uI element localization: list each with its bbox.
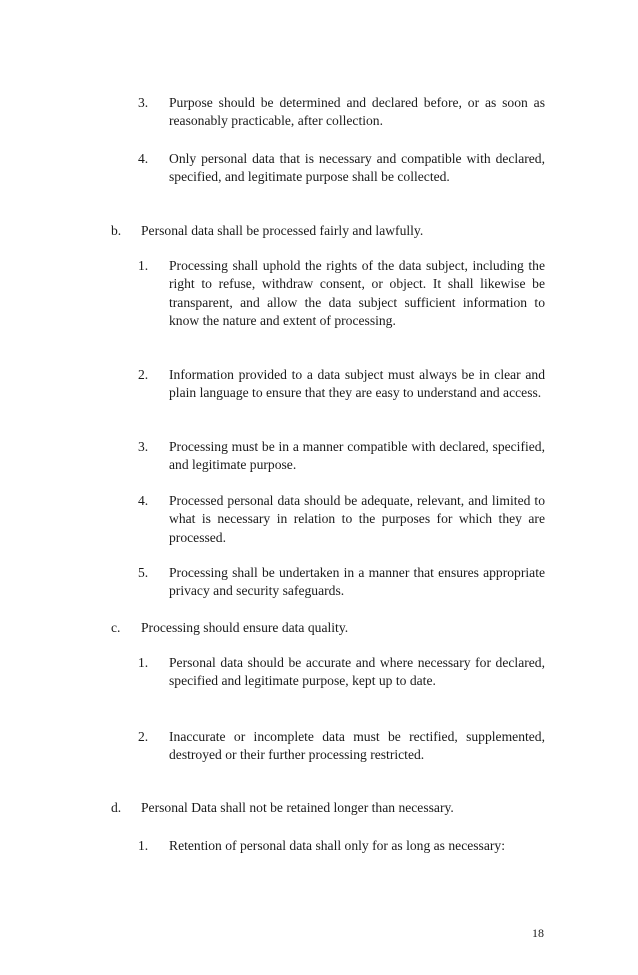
list-text: Only personal data that is necessary and compatible with declared, specified, and legitimate purpose shall be collected.: [169, 151, 545, 185]
list-marker: 2.: [138, 367, 149, 382]
list-marker: 1.: [138, 838, 149, 853]
section-marker: d.: [111, 800, 122, 815]
section-marker: c.: [111, 620, 121, 635]
list-text: Retention of personal data shall only for as long as necessary:: [169, 838, 505, 853]
list-text: Processing shall uphold the rights of the data subject, including the right to refuse, withdraw consent, or object. It shall likewise be transparent, and allow the data subject sufficient information to know the nature and extent of processing.: [169, 258, 545, 329]
section-text: Processing should ensure data quality.: [141, 620, 349, 635]
list-marker: 4.: [138, 493, 149, 508]
list-marker: 4.: [138, 151, 149, 166]
section-text: Personal data shall be processed fairly and lawfully.: [141, 223, 424, 238]
list-marker: 2.: [138, 729, 149, 744]
list-marker: 1.: [138, 258, 149, 273]
list-text: Purpose should be determined and declared before, or as soon as reasonably practicable, after collection.: [169, 95, 545, 129]
list-marker: 1.: [138, 655, 149, 670]
page-number: 18: [532, 926, 544, 940]
list-text: Processing must be in a manner compatible with declared, specified, and legitimate purpose.: [169, 439, 545, 473]
list-text: Processed personal data should be adequate, relevant, and limited to what is necessary in relation to the purposes for which they are processed.: [169, 493, 545, 545]
list-marker: 3.: [138, 439, 149, 454]
section-text: Personal Data shall not be retained longer than necessary.: [141, 800, 454, 815]
list-text: Information provided to a data subject must always be in clear and plain language to ensure that they are easy to understand and access.: [169, 367, 545, 401]
list-marker: 3.: [138, 95, 149, 110]
section-marker: b.: [111, 223, 122, 238]
list-text: Inaccurate or incomplete data must be rectified, supplemented, destroyed or their further processing restricted.: [169, 729, 545, 763]
list-text: Personal data should be accurate and where necessary for declared, specified and legitimate purpose, kept up to date.: [169, 655, 545, 689]
list-marker: 5.: [138, 565, 149, 580]
list-text: Processing shall be undertaken in a manner that ensures appropriate privacy and security safeguards.: [169, 565, 545, 599]
